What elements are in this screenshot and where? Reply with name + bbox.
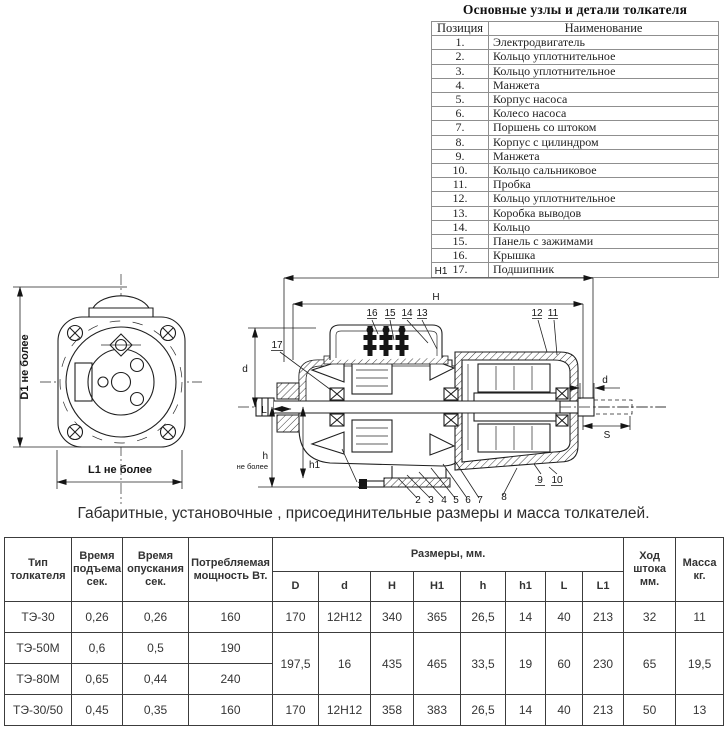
- parts-table: [431, 21, 719, 278]
- cell-mass-shared: 19,5: [676, 633, 724, 695]
- parts-col-position: Позиция: [432, 22, 489, 36]
- dim-label-h-overall: H: [432, 292, 440, 303]
- size-col-L1: L1: [583, 572, 624, 602]
- spec-col-stroke: Ход штока мм.: [624, 538, 676, 602]
- cell-H1: 383: [414, 695, 461, 726]
- dome-cap: [93, 296, 149, 308]
- parts-row: [432, 178, 719, 192]
- parts-row: [432, 64, 719, 78]
- part-name: Крышка: [489, 249, 719, 263]
- part-position: 3.: [432, 64, 489, 78]
- part-position: 9.: [432, 149, 489, 163]
- cell-lift: 0,6: [72, 633, 123, 664]
- callout-2: 2: [415, 495, 421, 506]
- cell-L: 40: [546, 602, 583, 633]
- size-col-L: L: [546, 572, 583, 602]
- callout-14: 14: [401, 308, 413, 319]
- cell-H1-shared: 465: [414, 633, 461, 695]
- cell-power: 190: [189, 633, 273, 664]
- cell-d-shared: 16: [319, 633, 371, 695]
- cell-h1: 14: [506, 602, 546, 633]
- cell-lower: 0,5: [123, 633, 189, 664]
- cell-lift: 0,65: [72, 664, 123, 695]
- callout-6: 6: [465, 495, 471, 506]
- parts-table-section: [431, 2, 719, 278]
- parts-row: [432, 93, 719, 107]
- cell-h-shared: 33,5: [461, 633, 506, 695]
- callout-17: 17: [271, 340, 283, 351]
- callout-11: 11: [547, 308, 559, 319]
- spec-table-section: [4, 537, 724, 726]
- spec-col-type: Тип толкателя: [5, 538, 72, 602]
- cell-L: 40: [546, 695, 583, 726]
- dim-label-d-left: d: [242, 364, 248, 375]
- cell-type: ТЭ-80М: [5, 664, 72, 695]
- parts-row: [432, 78, 719, 92]
- technical-drawing: [0, 262, 727, 510]
- cell-h1: 14: [506, 695, 546, 726]
- part-position: 17.: [432, 263, 489, 277]
- cell-type: ТЭ-30: [5, 602, 72, 633]
- cell-stroke: 50: [624, 695, 676, 726]
- part-name: Корпус с цилиндром: [489, 135, 719, 149]
- cell-type: ТЭ-50М: [5, 633, 72, 664]
- parts-row: [432, 220, 719, 234]
- parts-row: [432, 249, 719, 263]
- dim-label-h1-overall: H1: [434, 266, 448, 277]
- part-name: Коробка выводов: [489, 206, 719, 220]
- dim-label-h1-foot: h1: [309, 460, 321, 471]
- parts-col-name: Наименование: [489, 22, 719, 36]
- parts-row: [432, 121, 719, 135]
- part-name: Кольцо уплотнительное: [489, 64, 719, 78]
- part-name: Кольцо уплотнительное: [489, 192, 719, 206]
- parts-row: [432, 149, 719, 163]
- dim-label-h-note: не более: [236, 462, 268, 471]
- parts-row: [432, 135, 719, 149]
- cell-D: 170: [273, 695, 319, 726]
- part-name: Кольцо сальниковое: [489, 164, 719, 178]
- spec-table: [4, 537, 724, 726]
- part-name: Манжета: [489, 149, 719, 163]
- cell-power: 240: [189, 664, 273, 695]
- spec-col-lower-time: Время опускания сек.: [123, 538, 189, 602]
- cell-H-shared: 435: [371, 633, 414, 695]
- spec-header-row: [5, 538, 724, 572]
- callout-13: 13: [416, 308, 428, 319]
- part-position: 1.: [432, 36, 489, 50]
- part-position: 11.: [432, 178, 489, 192]
- front-view: [13, 274, 202, 504]
- parts-row: [432, 192, 719, 206]
- part-position: 10.: [432, 164, 489, 178]
- part-name: Кольцо уплотнительное: [489, 50, 719, 64]
- spec-row-te3050: [5, 695, 724, 726]
- part-name: Пробка: [489, 178, 719, 192]
- spec-col-lift-time: Время подъема сек.: [72, 538, 123, 602]
- shaft: [274, 402, 564, 413]
- cell-H: 340: [371, 602, 414, 633]
- parts-header-row: [432, 22, 719, 36]
- parts-row: [432, 235, 719, 249]
- cell-L1-shared: 230: [583, 633, 624, 695]
- size-col-d: d: [319, 572, 371, 602]
- cell-lower: 0,35: [123, 695, 189, 726]
- cell-H: 358: [371, 695, 414, 726]
- dim-label-d-right: d: [602, 375, 608, 386]
- cell-D-shared: 197,5: [273, 633, 319, 695]
- cell-h: 26,5: [461, 602, 506, 633]
- dimension-l1: [57, 450, 182, 489]
- callout-1: 1: [357, 480, 363, 491]
- cell-stroke: 32: [624, 602, 676, 633]
- cell-h1-shared: 19: [506, 633, 546, 695]
- cell-stroke-shared: 65: [624, 633, 676, 695]
- part-position: 16.: [432, 249, 489, 263]
- parts-row: [432, 107, 719, 121]
- size-col-H: H: [371, 572, 414, 602]
- side-view: [237, 266, 666, 506]
- part-position: 6.: [432, 107, 489, 121]
- callout-7: 7: [477, 495, 483, 506]
- cell-d: 12H12: [319, 695, 371, 726]
- part-position: 7.: [432, 121, 489, 135]
- spec-col-sizes: Размеры, мм.: [273, 538, 624, 572]
- cell-lower: 0,26: [123, 602, 189, 633]
- callout-15: 15: [384, 308, 396, 319]
- part-name: Подшипник: [489, 263, 719, 277]
- parts-row: [432, 36, 719, 50]
- cell-power: 160: [189, 602, 273, 633]
- dim-label-s: S: [603, 430, 611, 441]
- part-name: Манжета: [489, 78, 719, 92]
- cell-type: ТЭ-30/50: [5, 695, 72, 726]
- part-name: Панель с зажимами: [489, 235, 719, 249]
- part-position: 12.: [432, 192, 489, 206]
- cell-L1: 213: [583, 695, 624, 726]
- callout-12: 12: [531, 308, 543, 319]
- terminal-box: [324, 325, 448, 364]
- part-position: 14.: [432, 220, 489, 234]
- cell-lift: 0,26: [72, 602, 123, 633]
- part-position: 4.: [432, 78, 489, 92]
- callout-8: 8: [501, 492, 507, 503]
- cell-lower: 0,44: [123, 664, 189, 695]
- cell-h: 26,5: [461, 695, 506, 726]
- size-col-H1: H1: [414, 572, 461, 602]
- cell-power: 160: [189, 695, 273, 726]
- part-position: 8.: [432, 135, 489, 149]
- size-col-D: D: [273, 572, 319, 602]
- part-name: Поршень со штоком: [489, 121, 719, 135]
- part-name: Электродвигатель: [489, 36, 719, 50]
- mounting-foot: [359, 466, 450, 489]
- callout-16: 16: [366, 308, 378, 319]
- part-position: 2.: [432, 50, 489, 64]
- cell-lift: 0,45: [72, 695, 123, 726]
- spec-table-caption: Габаритные, установочные , присоединительные размеры и масса толкателей.: [77, 505, 650, 522]
- parts-row: [432, 206, 719, 220]
- dim-label-l1: L1 не более: [87, 464, 153, 476]
- callout-4: 4: [441, 495, 447, 506]
- spec-row-te30: [5, 602, 724, 633]
- cell-d: 12H12: [319, 602, 371, 633]
- dimension-s-stroke: [583, 416, 630, 441]
- size-col-h: h: [461, 572, 506, 602]
- part-name: Кольцо: [489, 220, 719, 234]
- cell-H1: 365: [414, 602, 461, 633]
- callout-5: 5: [453, 495, 459, 506]
- terminal-studs: [364, 326, 409, 356]
- parts-row: [432, 50, 719, 64]
- dim-label-h: h: [262, 451, 268, 462]
- cell-mass: 13: [676, 695, 724, 726]
- spec-col-mass: Масса кг.: [676, 538, 724, 602]
- spec-col-power: Потребляемая мощность Вт.: [189, 538, 273, 602]
- cell-L-shared: 60: [546, 633, 583, 695]
- callout-9: 9: [537, 475, 543, 486]
- shaft-flange: [277, 383, 299, 399]
- part-name: Корпус насоса: [489, 93, 719, 107]
- part-position: 15.: [432, 235, 489, 249]
- part-position: 5.: [432, 93, 489, 107]
- size-col-h1: h1: [506, 572, 546, 602]
- cell-D: 170: [273, 602, 319, 633]
- dim-label-d1: D1 не более: [19, 334, 31, 400]
- parts-row: [432, 164, 719, 178]
- callout-10: 10: [551, 475, 563, 486]
- callout-3: 3: [428, 495, 434, 506]
- dim-label-l: L: [261, 405, 267, 416]
- part-position: 13.: [432, 206, 489, 220]
- part-name: Колесо насоса: [489, 107, 719, 121]
- spec-row-te50m: [5, 633, 724, 664]
- cell-L1: 213: [583, 602, 624, 633]
- cell-mass: 11: [676, 602, 724, 633]
- parts-table-title: Основные узлы и детали толкателя: [462, 2, 688, 17]
